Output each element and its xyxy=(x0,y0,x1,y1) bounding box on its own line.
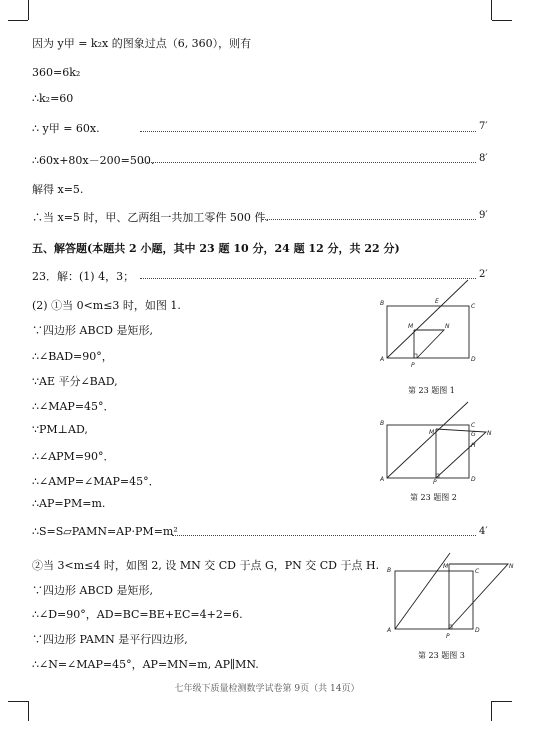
point-label-n: N xyxy=(487,430,492,437)
text-line: 23．解：(1) 4，3； xyxy=(32,270,135,283)
dotted-leader xyxy=(140,131,476,132)
point-label-m: M xyxy=(429,429,435,436)
point-label-p: P xyxy=(446,633,450,640)
point-label-n: N xyxy=(445,323,450,330)
point-label-b: B xyxy=(380,420,385,427)
text-line: 360=6k₂ xyxy=(32,66,81,79)
text-line: ∴k₂=60 xyxy=(32,92,74,105)
dotted-leader xyxy=(262,219,476,220)
crop-mark-bottom-left-v xyxy=(28,701,29,721)
score-mark: 7′ xyxy=(479,121,488,132)
point-label-e: E xyxy=(435,298,439,305)
crop-mark-bottom-right-v xyxy=(491,701,492,721)
point-label-b: B xyxy=(380,300,385,307)
text-line: ∴∠AMP=∠MAP=45°． xyxy=(32,475,160,488)
figure-3-diagram xyxy=(375,552,515,642)
score-mark: 2′ xyxy=(479,269,488,280)
dotted-leader xyxy=(142,162,476,163)
point-label-b: B xyxy=(387,567,392,574)
text-line: ∴当 x=5 时，甲、乙两组一共加工零件 500 件. xyxy=(32,211,269,224)
point-label-m: M xyxy=(443,563,449,570)
page-footer: 七年级下质量检测数学试卷第 9页（共 14页） xyxy=(174,684,360,694)
point-label-d: D xyxy=(471,476,476,483)
text-line: ∴∠MAP=45°． xyxy=(32,400,115,413)
point-label-p: P xyxy=(411,362,415,369)
crop-mark-top-left-v xyxy=(28,0,29,20)
text-line: ∵四边形 PAMN 是平行四边形, xyxy=(32,633,188,646)
point-label-a: A xyxy=(380,476,385,483)
score-mark: 9′ xyxy=(479,210,488,221)
point-label-d: D xyxy=(471,356,476,363)
point-label-m: M xyxy=(408,323,414,330)
text-line: ∴S=S▱PAMN=AP·PM=m² xyxy=(32,525,178,538)
score-mark: 8′ xyxy=(479,153,488,164)
text-line: ∴∠BAD=90°， xyxy=(32,350,113,363)
figure-2-caption: 第 23 题图 2 xyxy=(410,493,457,502)
point-label-p: P xyxy=(433,479,437,486)
point-label-a: A xyxy=(387,627,392,634)
text-line: ∴∠APM=90°． xyxy=(32,450,115,463)
text-line: ∵PM⊥AD, xyxy=(32,423,88,436)
text-line: ∵AE 平分∠BAD, xyxy=(32,375,118,388)
text-line: ∴AP=PM=m. xyxy=(32,497,106,510)
text-line: 因为 y甲 = k₂x 的图象过点（6, 360），则有 xyxy=(32,37,252,50)
crop-mark-top-right-h xyxy=(492,20,512,21)
text-line: ∴ y甲 = 60x. xyxy=(32,122,100,135)
point-label-n: N xyxy=(509,563,514,570)
text-line: ∴∠D=90°，AD=BC=BE+EC=4+2=6. xyxy=(32,608,243,621)
point-label-c: C xyxy=(475,568,480,575)
text-line: ②当 3<m≤4 时，如图 2, 设 MN 交 CD 于点 G，PN 交 CD 于点 H. xyxy=(32,559,380,572)
point-label-a: A xyxy=(380,356,385,363)
dotted-leader xyxy=(172,535,476,536)
crop-mark-bottom-right-h xyxy=(492,701,512,702)
point-label-c: C xyxy=(471,422,476,429)
text-line: (2) ①当 0<m≤3 时，如图 1. xyxy=(32,299,181,312)
text-line: ∴∠N=∠MAP=45°，AP=MN=m, AP∥MN. xyxy=(32,658,259,671)
point-label-h: H xyxy=(471,442,476,449)
figure-1-diagram xyxy=(375,278,487,368)
crop-mark-bottom-left-h xyxy=(8,701,28,702)
crop-mark-top-right-v xyxy=(491,0,492,20)
figure-1-caption: 第 23 题图 1 xyxy=(408,386,455,395)
crop-mark-top-left-h xyxy=(8,20,28,21)
text-line: ∵四边形 ABCD 是矩形, xyxy=(32,324,153,337)
point-label-c: C xyxy=(471,303,476,310)
figure-3-caption: 第 23 题图 3 xyxy=(418,651,465,660)
section-heading: 五、解答题(本题共 2 小题，其中 23 题 10 分，24 题 12 分，共 22 分) xyxy=(32,242,400,255)
point-label-g: G xyxy=(471,431,476,438)
point-label-d: D xyxy=(475,627,480,634)
text-line: 解得 x=5. xyxy=(32,183,84,196)
score-mark: 4′ xyxy=(479,526,488,537)
figure-2-diagram xyxy=(375,398,500,486)
text-line: ∴60x+80x－200=500. xyxy=(32,154,155,167)
text-line: ∵四边形 ABCD 是矩形, xyxy=(32,584,153,597)
